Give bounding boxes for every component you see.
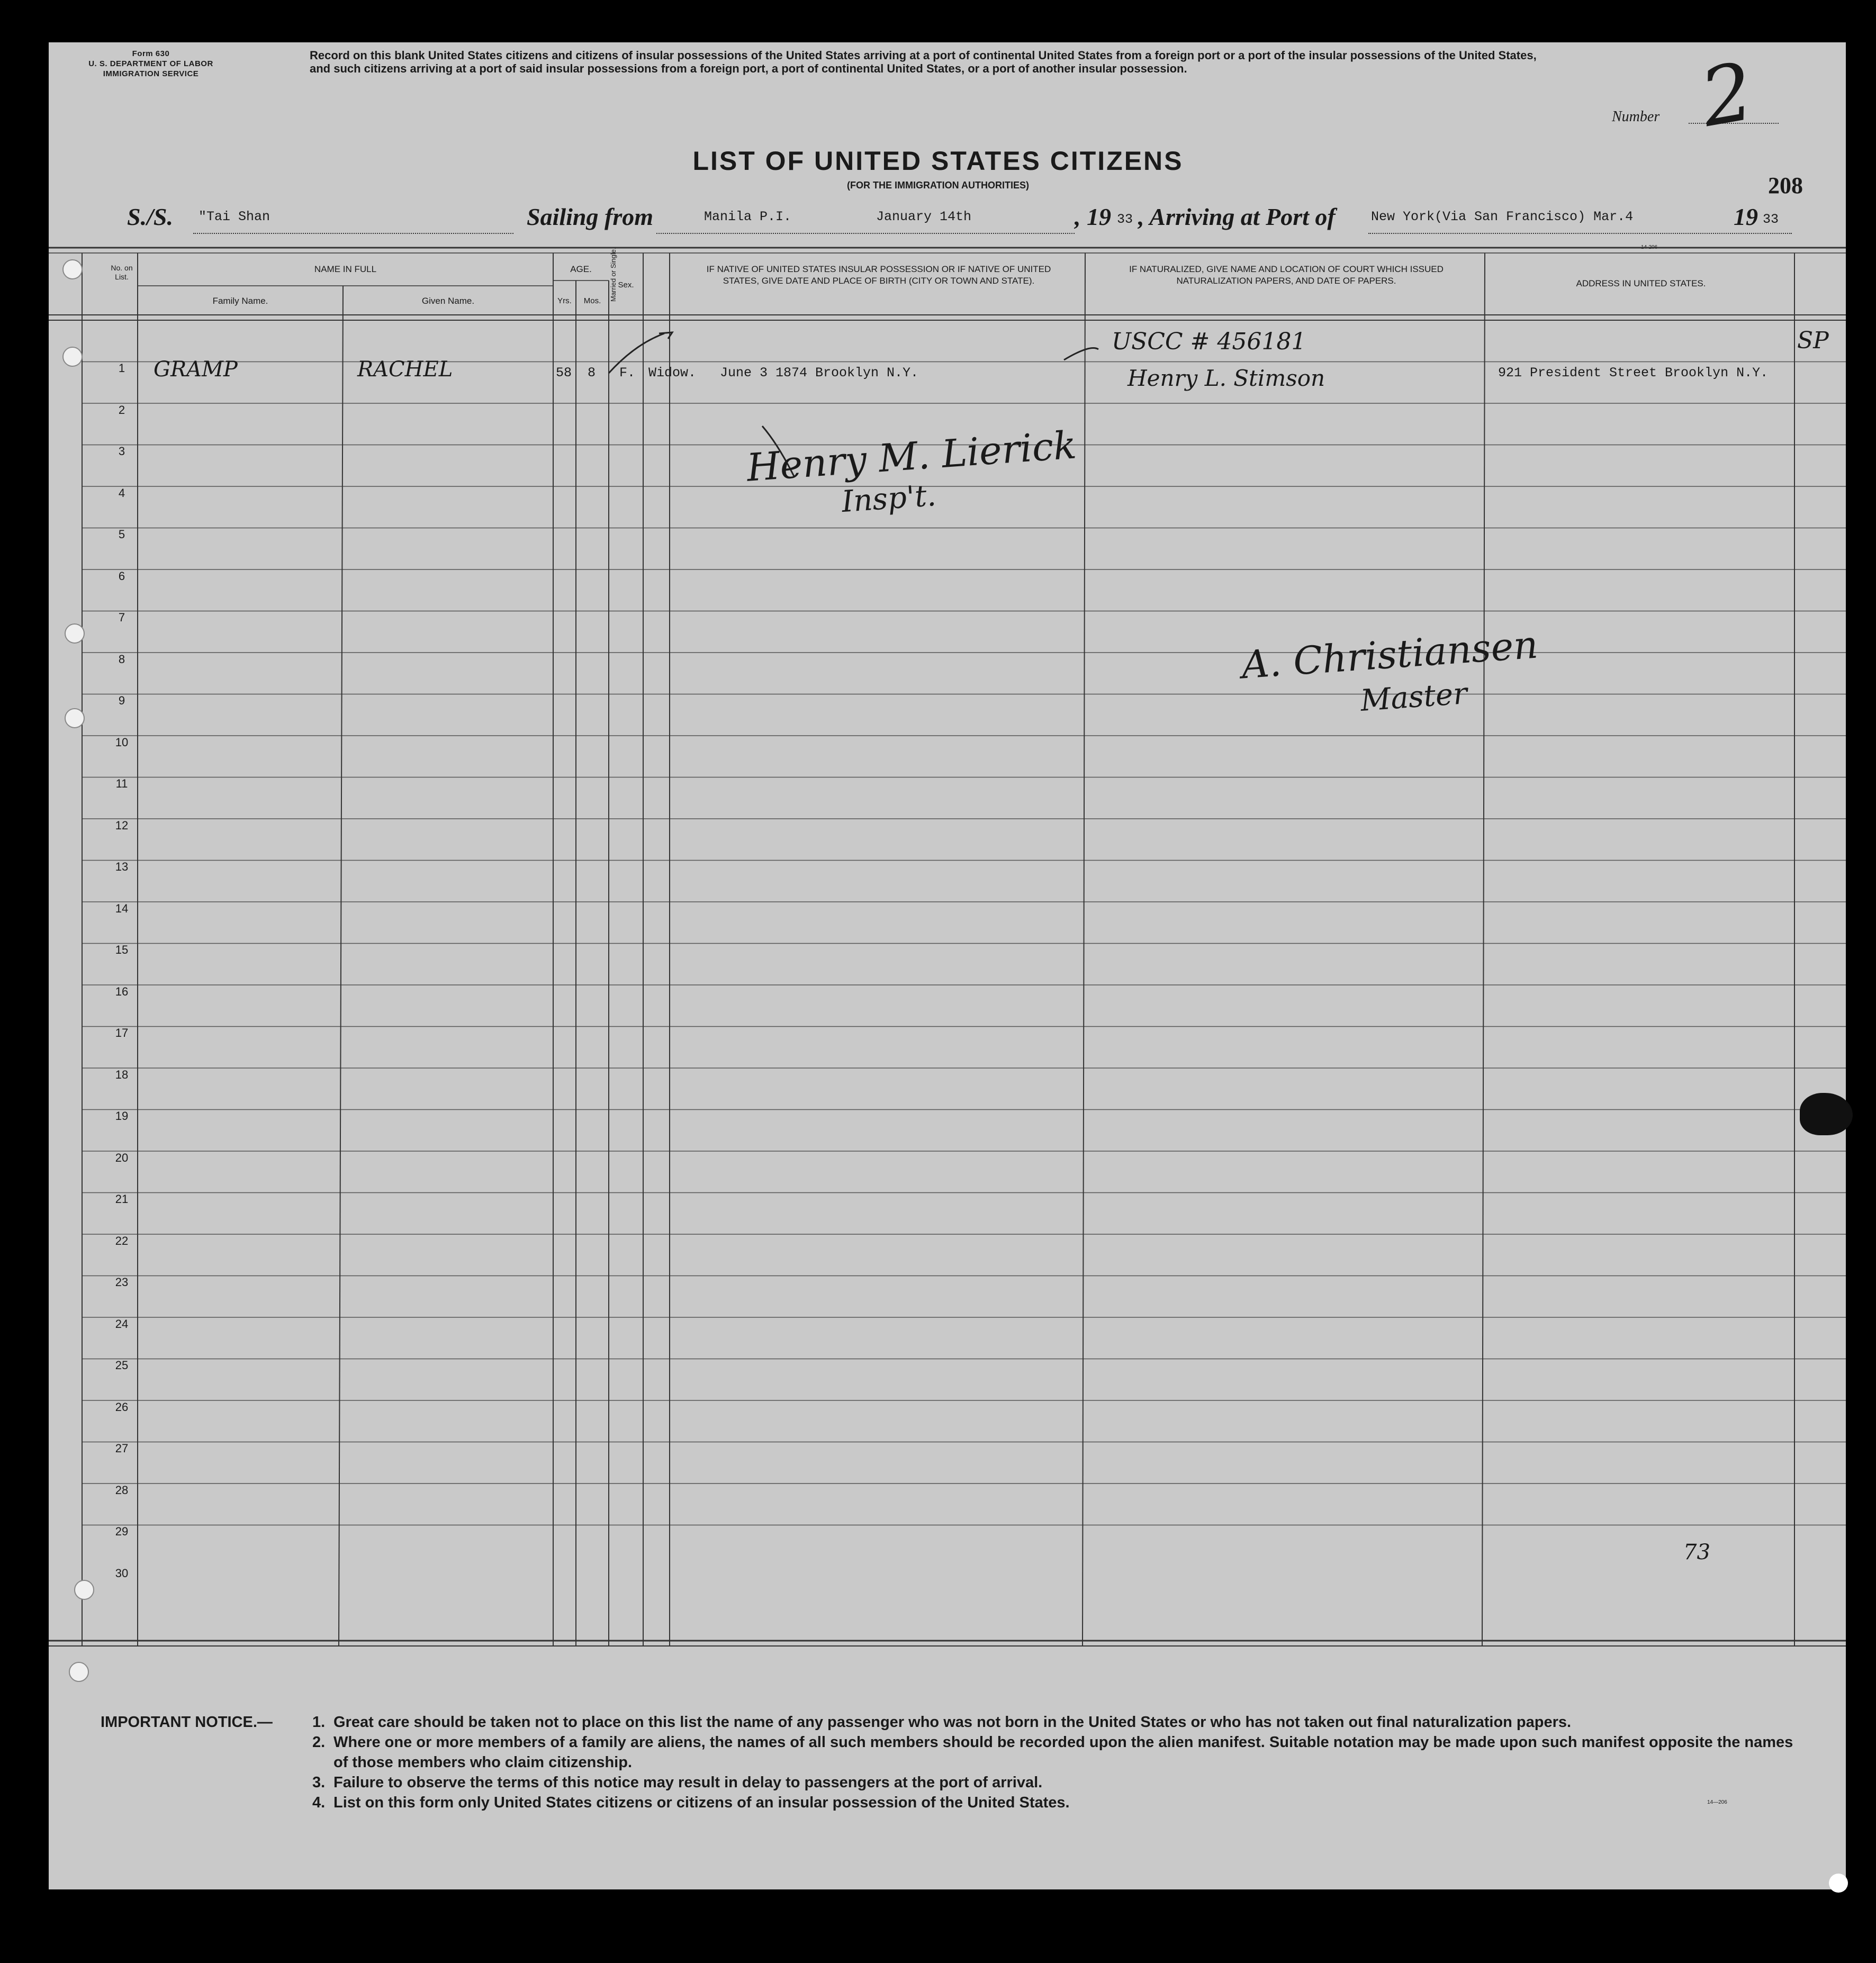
col-given-name: Given Name. — [421, 296, 475, 306]
master-title: Master — [1359, 676, 1468, 718]
pencil-number: 73 — [1683, 1540, 1710, 1564]
col-yrs: Yrs. — [557, 296, 572, 305]
department-name: U. S. DEPARTMENT OF LABOR — [88, 59, 213, 68]
row-number: 18 — [115, 1068, 129, 1081]
row-number: 6 — [118, 569, 125, 583]
row-number: 10 — [115, 735, 129, 749]
punch-hole — [65, 623, 85, 644]
sail-year: 33 — [1117, 212, 1133, 227]
master-signature: A. Christiansen — [1240, 622, 1540, 687]
service-name: IMMIGRATION SERVICE — [103, 69, 199, 78]
footer-code: 14—206 — [1707, 1799, 1727, 1805]
row-number: 7 — [118, 611, 125, 624]
row-number: 23 — [115, 1276, 129, 1289]
row-number: 22 — [115, 1234, 129, 1247]
corner-code: 14-206 — [1641, 245, 1658, 250]
row-number: 17 — [115, 1026, 129, 1039]
notice-item: 4. List on this form only United States citizens or citizens of an insular possession of the United States. — [312, 1794, 1070, 1811]
entry-married: Widow. — [648, 365, 697, 381]
inspector-title: Insp't. — [840, 478, 937, 520]
row-number: 11 — [115, 777, 128, 790]
punch-hole — [62, 259, 83, 279]
entry-naturalized-signature: Henry L. Stimson — [1128, 365, 1325, 391]
row-number: 15 — [115, 943, 129, 956]
col-name-in-full: NAME IN FULL — [314, 264, 377, 274]
punch-hole — [74, 1580, 94, 1600]
row-number: 19 — [115, 1109, 129, 1123]
row-number: 20 — [115, 1151, 129, 1164]
row-number: 28 — [115, 1483, 129, 1497]
sailing-date: January 14th — [876, 209, 972, 224]
paper-damage — [1800, 1093, 1853, 1135]
col-native-birth: IF NATIVE OF UNITED STATES INSULAR POSSESSION OR IF NATIVE OF UNITED STATES, GIVE DATE AND PLACE OF BIRTH (CITY OR TOWN AND STATE). — [706, 264, 1051, 286]
notice-item: 1. Great care should be taken not to place on this list the name of any passenger who was not born in the United States or who has not taken out final naturalization papers. — [312, 1714, 1572, 1731]
row-number: 12 — [115, 818, 129, 832]
sail-year-prefix: , 19 — [1075, 203, 1111, 230]
entry-mos: 8 — [588, 365, 596, 381]
form-title: LIST OF UNITED STATES CITIZENS — [692, 146, 1184, 176]
number-label: Number — [1612, 108, 1660, 125]
sailing-from-port: Manila P.I. — [704, 209, 792, 224]
row-number: 4 — [118, 486, 125, 500]
ss-label: S./S. — [127, 203, 173, 230]
row-number: 14 — [115, 901, 129, 915]
arriving-label: , Arriving at Port of — [1138, 203, 1336, 230]
col-mos: Mos. — [583, 296, 601, 305]
col-naturalized: IF NATURALIZED, GIVE NAME AND LOCATION OF COURT WHICH ISSUED NATURALIZATION PAPERS, AND DATE OF PAPERS. — [1129, 264, 1444, 286]
corner-mark — [1829, 1874, 1848, 1893]
row-number: 13 — [115, 860, 129, 873]
arrive-year: 33 — [1763, 212, 1779, 227]
list-number: 2 — [1694, 46, 1760, 145]
entry-birth: June 3 1874 Brooklyn N.Y. — [720, 365, 919, 381]
entry-naturalized-note: USCC # 456181 — [1112, 328, 1306, 355]
row-number: 9 — [118, 694, 125, 707]
row-number: 16 — [115, 984, 129, 998]
row-number: 25 — [115, 1359, 129, 1372]
row-number: 8 — [118, 652, 125, 666]
notice-item: 3. Failure to observe the terms of this notice may result in delay to passengers at the port of arrival. — [312, 1774, 1043, 1791]
notice-item: 2. Where one or more members of a family are aliens, the names of all such members should be recorded upon the alien manifest. Suitable notation may be made upon such manifest opposite the names of those members who claim citizenship. — [312, 1734, 1793, 1771]
notice-heading: IMPORTANT NOTICE.— — [101, 1714, 273, 1731]
col-family-name: Family Name. — [212, 296, 268, 306]
row-number: 30 — [115, 1566, 129, 1580]
col-no: No. on List. — [111, 264, 133, 281]
entry-yrs: 58 — [556, 365, 572, 381]
arrive-year-prefix: 19 — [1734, 203, 1758, 230]
row-number: 21 — [115, 1192, 129, 1206]
page-number: 208 — [1768, 173, 1803, 198]
entry-margin-note: SP — [1797, 327, 1829, 354]
col-age: AGE. — [570, 264, 592, 274]
entry-address: 921 President Street Brooklyn N.Y. — [1498, 365, 1769, 381]
arriving-port: New York(Via San Francisco) Mar.4 — [1371, 209, 1634, 224]
row-number: 27 — [115, 1442, 129, 1455]
punch-hole — [62, 347, 83, 367]
ship-name: "Tai Shan — [199, 209, 270, 224]
row-number: 3 — [118, 445, 125, 458]
row-number: 26 — [115, 1400, 129, 1414]
form-number: Form 630 — [132, 49, 170, 58]
row-number: 29 — [115, 1525, 129, 1538]
intro-instructions: Record on this blank United States citizens and citizens of insular possessions of the United States arriving at a port of continental United States from a foreign port or a port of the insular possessions of the United States, and such citizens arriving at a port of said insular possessions from a foreign port, a port of continental United States, or a port of another insular possession. — [310, 49, 1537, 75]
notice-items — [312, 1712, 1810, 1813]
sailing-from-label: Sailing from — [527, 203, 654, 230]
col-sex: Sex. — [618, 281, 634, 290]
entry-family-name: GRAMP — [154, 357, 238, 382]
col-address: ADDRESS IN UNITED STATES. — [1576, 278, 1706, 288]
entry-given-name: RACHEL — [357, 357, 453, 382]
punch-hole — [65, 708, 85, 728]
row-number: 5 — [118, 528, 125, 541]
col-married: Married or Single. — [609, 247, 617, 302]
inspector-signature: Henry M. Lierick — [745, 422, 1078, 490]
form-subtitle: (FOR THE IMMIGRATION AUTHORITIES) — [847, 180, 1029, 191]
row-number: 1 — [118, 361, 125, 375]
row-number: 24 — [115, 1317, 129, 1331]
punch-hole — [69, 1662, 89, 1682]
row-number: 2 — [118, 403, 125, 417]
entry-sex: F. — [619, 365, 636, 381]
